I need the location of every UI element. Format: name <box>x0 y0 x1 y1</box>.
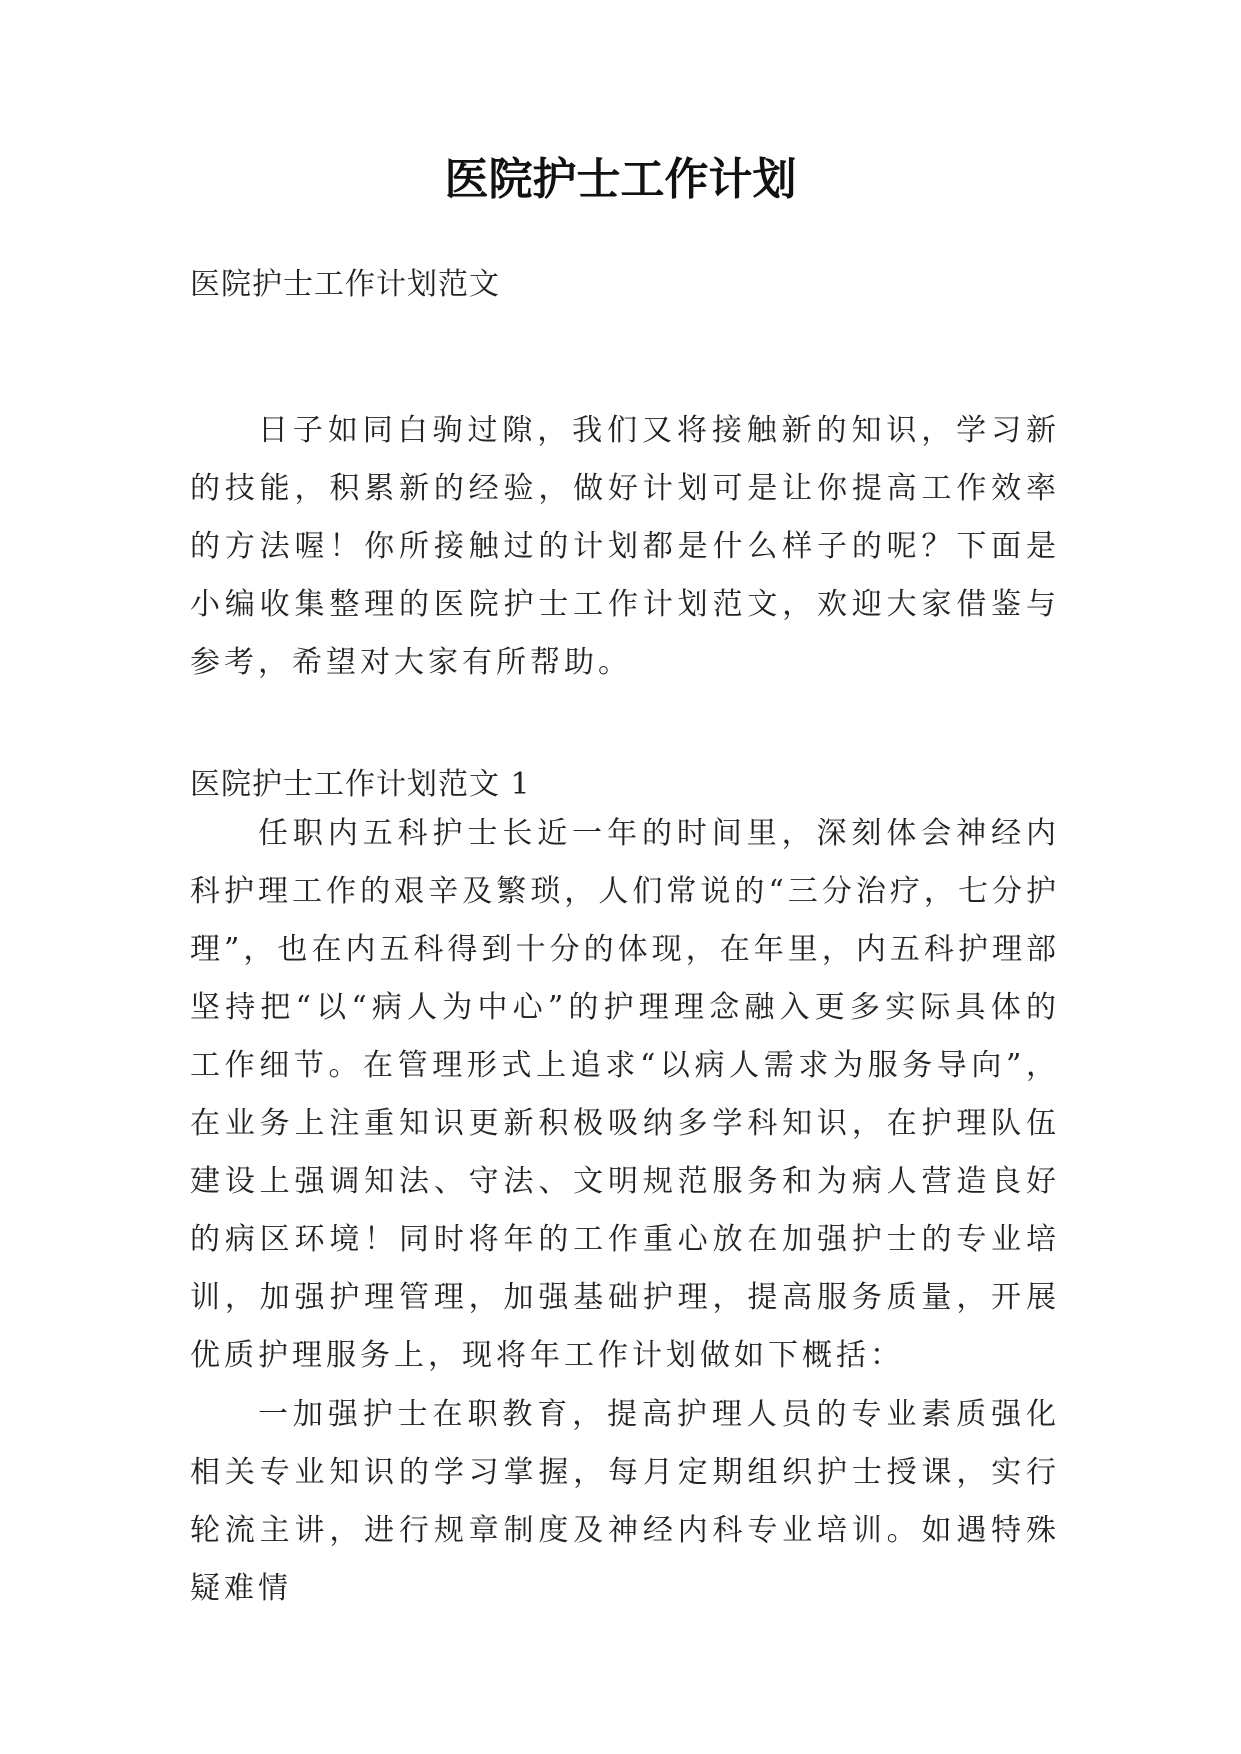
intro-paragraph: 日子如同白驹过隙，我们又将接触新的知识，学习新的技能，积累新的经验，做好计划可是让你提高工作效率的方法喔！你所接触过的计划都是什么样子的呢？下面是小编收集整理的医院护士工作计划范文，欢迎大家借鉴与参考，希望对大家有所帮助。 <box>190 413 1060 680</box>
section-heading: 医院护士工作计划范文 1 <box>190 767 531 802</box>
body-paragraph-2: 一加强护士在职教育，提高护理人员的专业素质强化相关专业知识的学习掌握，每月定期组织护士授课，实行轮流主讲，进行规章制度及神经内科专业培训。如遇特殊疑难情 <box>190 1397 1060 1606</box>
body-paragraph-1: 任职内五科护士长近一年的时间里，深刻体会神经内科护理工作的艰辛及繁琐，人们常说的“三分治疗，七分护理”，也在内五科得到十分的体现，在年里，内五科护理部坚持把“以“病人为中心”的护理理念融入更多实际具体的工作细节。在管理形式上追求“以病人需求为服务导向”，在业务上注重知识更新积极吸纳多学科知识，在护理队伍建设上强调知法、守法、文明规范服务和为病人营造良好的病区环境！同时将年的工作重心放在加强护士的专业培训，加强护理管理，加强基础护理，提高服务质量，开展优质护理服务上，现将年工作计划做如下概括： <box>190 816 1060 1373</box>
document-title: 医院护士工作计划 <box>444 154 797 205</box>
document-subtitle: 医院护士工作计划范文 <box>190 267 500 302</box>
